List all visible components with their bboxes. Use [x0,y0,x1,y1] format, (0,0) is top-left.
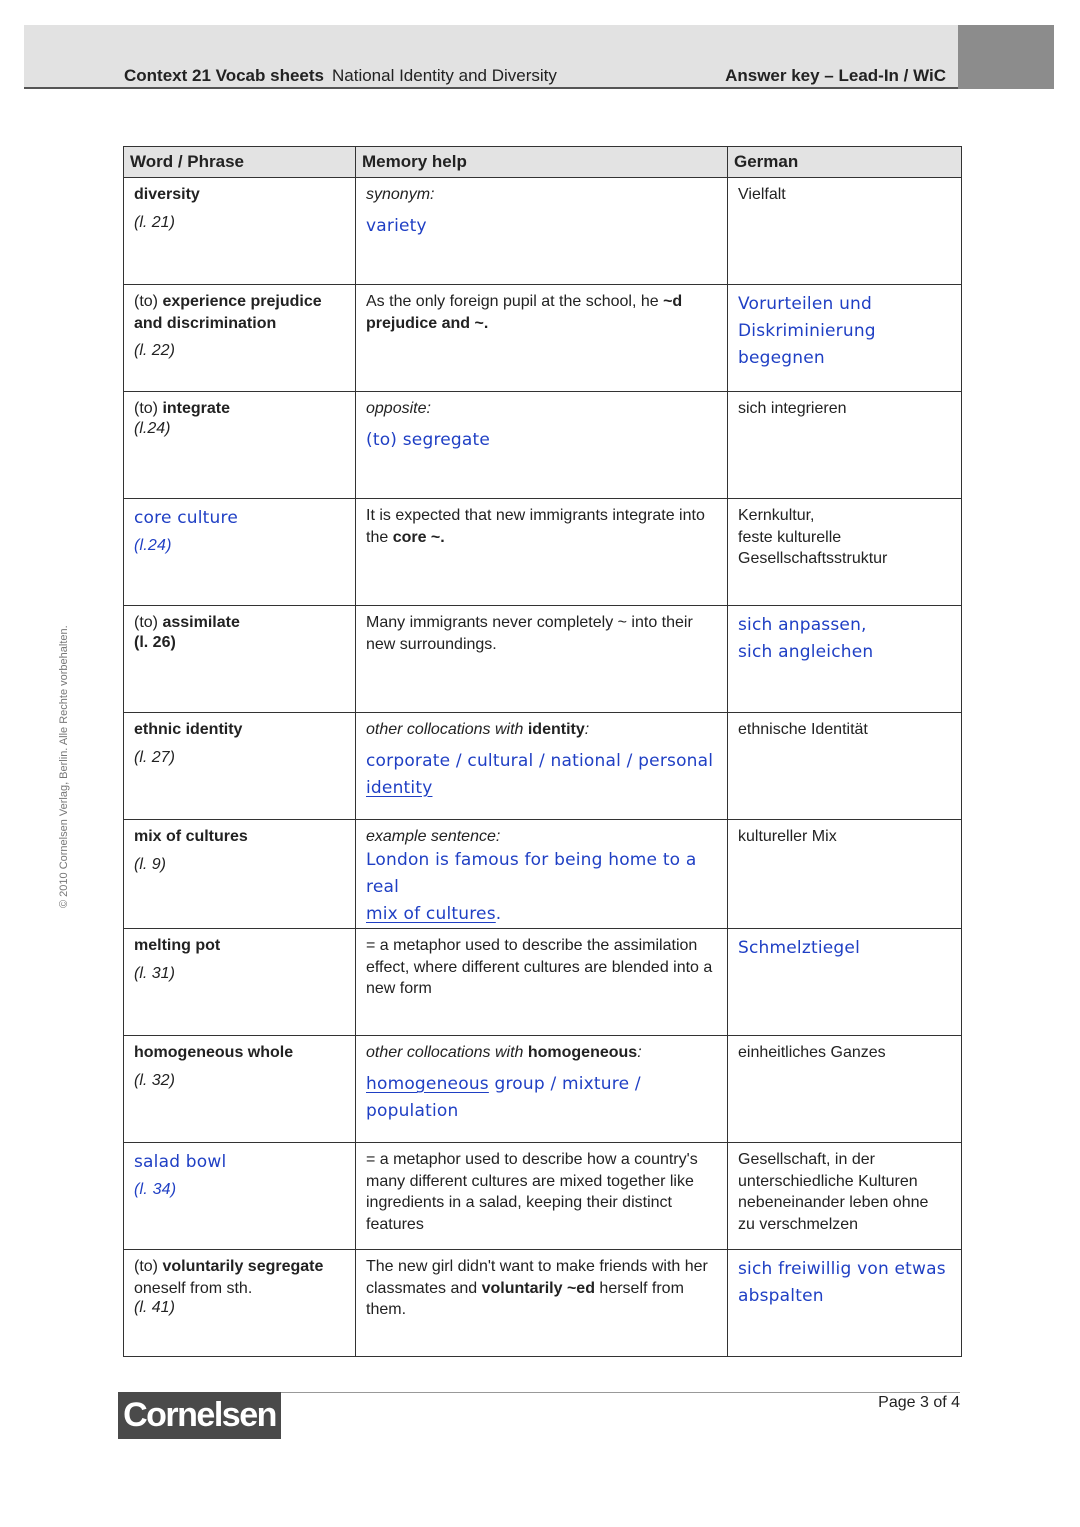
german-text-line: feste kulturelle [738,528,842,546]
line-ref: (l. 26) [134,633,176,651]
column-header-word: Word / Phrase [124,147,356,178]
word-cell [124,499,356,606]
word-prefix: (to) [134,293,163,310]
memory-text: It is expected that new immigrants integrate into the [366,507,705,546]
word-cell [124,713,356,820]
memory-cell [356,178,728,285]
memory-label-bold: homogeneous [527,1044,638,1061]
german-text-line: unterschiedliche Kulturen [738,1172,918,1190]
german-cell [728,606,962,713]
german-cell [728,1250,962,1357]
word-text: assimilate [162,614,240,631]
word-cell [124,1250,356,1357]
memory-text-bold: ~d prejudice and ~. [366,293,683,332]
memory-cell [356,285,728,392]
memory-text: Many immigrants never completely ~ into their new surroundings. [366,614,693,653]
memory-handwritten: (to) segregate [366,430,491,450]
table-row [124,1250,962,1357]
header-corner-block [958,25,1054,89]
german-cell [728,1036,962,1143]
table-row [124,1036,962,1143]
german-text-line: nebeneinander leben ohne [738,1194,929,1211]
memory-cell [356,820,728,929]
line-ref: (l. 22) [134,342,175,359]
memory-label: other collocations with [366,1044,528,1061]
german-cell [728,178,962,285]
memory-label: other collocations with [366,721,528,738]
memory-text: = a metaphor used to describe how a country's many different cultures are mixed together like ingredients in a salad, keeping their distinct features [366,1151,698,1233]
table-row [124,820,962,929]
memory-handwritten: population [366,1101,459,1121]
memory-handwritten-underlined: identity [366,778,433,798]
word-handwritten: core culture [134,508,238,528]
german-cell [728,285,962,392]
memory-handwritten-underlined: mix of cultures [366,904,496,924]
german-cell [728,820,962,929]
german-text: ethnische Identität [738,721,868,738]
german-cell [728,1143,962,1250]
german-text-line: zu verschmelzen [738,1215,859,1233]
memory-handwritten-period: . [495,904,502,924]
german-text: kultureller Mix [738,828,837,845]
word-cell [124,820,356,929]
german-cell [728,499,962,606]
table-row [124,178,962,285]
word-cell [124,392,356,499]
word-prefix: (to) [134,400,163,417]
memory-cell [356,713,728,820]
word-cell [124,606,356,713]
page-number: Page 3 of 4 [878,1394,960,1411]
word-suffix: oneself from sth. [134,1279,253,1297]
memory-handwritten: group / mixture / [488,1074,641,1094]
memory-label-colon: : [584,721,590,738]
side-copyright: © 2010 Cornelsen Verlag, Berlin. Alle Rechte vorbehalten. [58,625,70,908]
line-ref: (l. 34) [134,1181,177,1198]
german-text: sich integrieren [738,400,847,417]
german-text-line: Kernkultur, [738,507,815,524]
memory-text-bold: voluntarily ~ed [481,1279,595,1297]
table-header-row [124,147,962,178]
table-row [124,285,962,392]
table-row [124,606,962,713]
memory-handwritten-underlined: homogeneous [366,1074,489,1094]
memory-cell [356,929,728,1036]
line-ref: (l. 41) [134,1299,175,1316]
word-prefix: (to) [134,1258,163,1275]
german-handwritten: sich anpassen, [738,615,867,635]
table-row [124,713,962,820]
word-cell [124,285,356,392]
memory-cell [356,499,728,606]
line-ref: (l.24) [134,537,172,554]
memory-cell [356,1143,728,1250]
line-ref: (l. 21) [134,213,175,231]
german-text: einheitliches Ganzes [738,1044,886,1061]
word-text: mix of cultures [134,828,248,845]
word-text: experience prejudice and discrimination [134,293,322,332]
line-ref: (l. 31) [134,964,175,982]
line-ref: (l. 32) [134,1071,175,1089]
word-prefix: (to) [134,614,163,631]
german-handwritten: sich freiwillig von etwas abspalten [738,1259,946,1306]
memory-cell [356,1036,728,1143]
german-text-line: Gesellschaftsstruktur [738,550,888,567]
vocab-table [123,146,962,1357]
memory-label-bold: identity [527,721,585,738]
memory-cell [356,1250,728,1357]
memory-handwritten: corporate / cultural / national / personal [366,751,714,771]
german-handwritten: Schmelztiegel [738,938,860,958]
line-ref: (l. 9) [134,855,166,873]
word-text: integrate [162,400,231,417]
german-handwritten: Vorurteilen und Diskriminierung begegnen [738,294,876,368]
memory-label: opposite: [366,400,431,417]
cornelsen-logo: Cornelsen [118,1392,281,1439]
column-header-german: German [728,147,962,178]
memory-label: synonym: [366,186,435,203]
memory-cell [356,392,728,499]
word-handwritten: salad bowl [134,1152,227,1172]
memory-text-bold: core ~. [392,528,445,546]
german-cell [728,929,962,1036]
german-text: Vielfalt [738,186,786,203]
memory-handwritten: London is famous for being home to a real [366,850,697,897]
table-row [124,929,962,1036]
header-answer-key: Answer key – Lead-In / WiC [725,66,946,85]
word-text: melting pot [134,937,221,954]
memory-label-colon: : [637,1044,642,1061]
word-cell [124,1036,356,1143]
memory-text: = a metaphor used to describe the assimilation effect, where different cultures are blended into a new form [366,937,713,997]
german-cell [728,392,962,499]
german-handwritten: sich angleichen [738,642,874,662]
memory-text: As the only foreign pupil at the school, he [366,293,664,310]
memory-label: example sentence: [366,828,501,845]
word-text: diversity [134,186,200,203]
word-text: homogeneous whole [134,1044,294,1061]
german-text-line: Gesellschaft, in der [738,1151,875,1168]
german-cell [728,713,962,820]
memory-handwritten: variety [366,216,427,236]
word-cell [124,178,356,285]
word-cell [124,1143,356,1250]
column-header-memory: Memory help [356,147,728,178]
header-title-bold: Context 21 Vocab sheets [124,66,324,85]
table-row [124,392,962,499]
table-row [124,1143,962,1250]
table-row [124,499,962,606]
word-cell [124,929,356,1036]
memory-text: The new girl didn't want to make friends with her classmates and [366,1258,708,1297]
line-ref: (l.24) [134,419,171,437]
word-text: ethnic identity [134,721,243,738]
header-title [124,66,557,86]
word-text: voluntarily segregate [162,1258,324,1275]
footer-rule [280,1392,960,1393]
memory-cell [356,606,728,713]
header-title-subtitle: National Identity and Diversity [331,66,557,85]
line-ref: (l. 27) [134,748,175,766]
memory-text-end: herself from them. [366,1279,684,1318]
